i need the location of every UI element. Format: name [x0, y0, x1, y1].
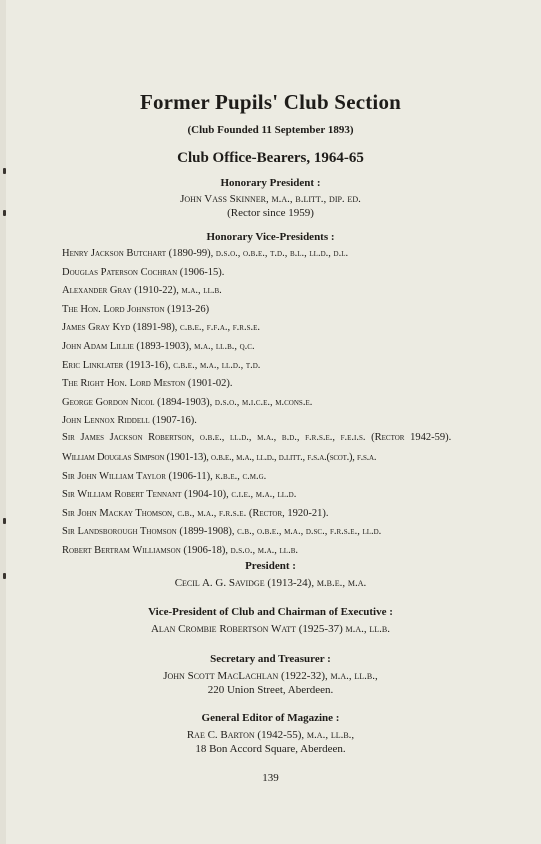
binding-mark: [3, 518, 6, 524]
page-subtitle: (Club Founded 11 September 1893): [187, 124, 354, 136]
honorary-president-note: (Rector since 1959): [227, 207, 314, 219]
list-item: Alexander Gray (1910-22), m.a., ll.b.: [62, 285, 222, 297]
vice-president-name: Alan Crombie Robertson Watt (1925-37) m.a., ll.b.: [150, 623, 390, 635]
binding-mark: [3, 168, 6, 174]
office-bearers-title: Club Office-Bearers, 1964-65: [177, 150, 364, 166]
page-title: Former Pupils' Club Section: [139, 90, 402, 114]
vice-president-heading: Vice-President of Club and Chairman of Executive :: [148, 606, 393, 618]
page-number: 139: [262, 772, 279, 784]
list-item: Sir William Robert Tennant (1904-10), c.i.e., m.a., ll.d.: [62, 489, 297, 501]
vice-presidents-list: [62, 245, 474, 561]
honorary-vice-presidents-heading: Honorary Vice-Presidents :: [206, 231, 335, 243]
list-item: George Gordon Nicol (1894-1903), d.s.o., m.i.c.e., m.cons.e.: [62, 396, 313, 408]
list-item: Eric Linklater (1913-16), c.b.e., m.a., ll.d., t.d.: [62, 359, 261, 371]
list-item: Sir James Jackson Robertson, o.b.e., ll.d., m.a., b.d., f.r.s.e., f.e.i.s. (Rector 1942-59).: [62, 431, 452, 443]
honorary-president-heading: Honorary President :: [220, 177, 321, 189]
list-item: Sir Landsborough Thomson (1899-1908), c.b., o.b.e., m.a., d.sc., f.r.s.e., ll.d.: [62, 526, 382, 538]
list-item: Sir John William Taylor (1906-11), k.b.e., c.m.g.: [62, 470, 267, 482]
secretary-heading: Secretary and Treasurer :: [210, 653, 331, 665]
list-item: William Douglas Simpson (1901-13), o.b.e., m.a., ll.d., d.litt., f.s.a.(scot.), f.s.a.: [62, 451, 377, 463]
list-item: John Adam Lillie (1893-1903), m.a., ll.b., q.c.: [62, 340, 255, 352]
president-name: Cecil A. G. Savidge (1913-24), m.b.e., m.a.: [174, 577, 367, 589]
list-item: John Lennox Riddell (1907-16).: [62, 415, 197, 427]
editor-heading: General Editor of Magazine :: [201, 712, 340, 724]
list-item: Douglas Paterson Cochran (1906-15).: [62, 266, 225, 278]
editor-name: Rae C. Barton (1942-55), m.a., ll.b.,: [186, 729, 355, 741]
editor-address: 18 Bon Accord Square, Aberdeen.: [195, 743, 346, 755]
secretary-address: 220 Union Street, Aberdeen.: [207, 684, 334, 696]
list-item: The Right Hon. Lord Meston (1901-02).: [62, 378, 233, 390]
president-heading: President :: [245, 560, 296, 572]
list-item: Henry Jackson Butchart (1890-99), d.s.o., o.b.e., t.d., b.l., ll.d., d.l.: [62, 248, 349, 259]
list-item: The Hon. Lord Johnston (1913-26): [62, 303, 210, 315]
list-item: Sir John Mackay Thomson, c.b., m.a., f.r.s.e. (Rector, 1920-21).: [62, 507, 329, 519]
list-item: Robert Bertram Williamson (1906-18), d.s.o., m.a., ll.b.: [62, 544, 298, 556]
secretary-name: John Scott MacLachlan (1922-32), m.a., ll.b.,: [163, 670, 378, 682]
list-item: James Gray Kyd (1891-98), c.b.e., f.f.a., f.r.s.e.: [62, 322, 260, 334]
honorary-president-name: John Vass Skinner, m.a., b.litt., dip. ed.: [180, 193, 361, 205]
